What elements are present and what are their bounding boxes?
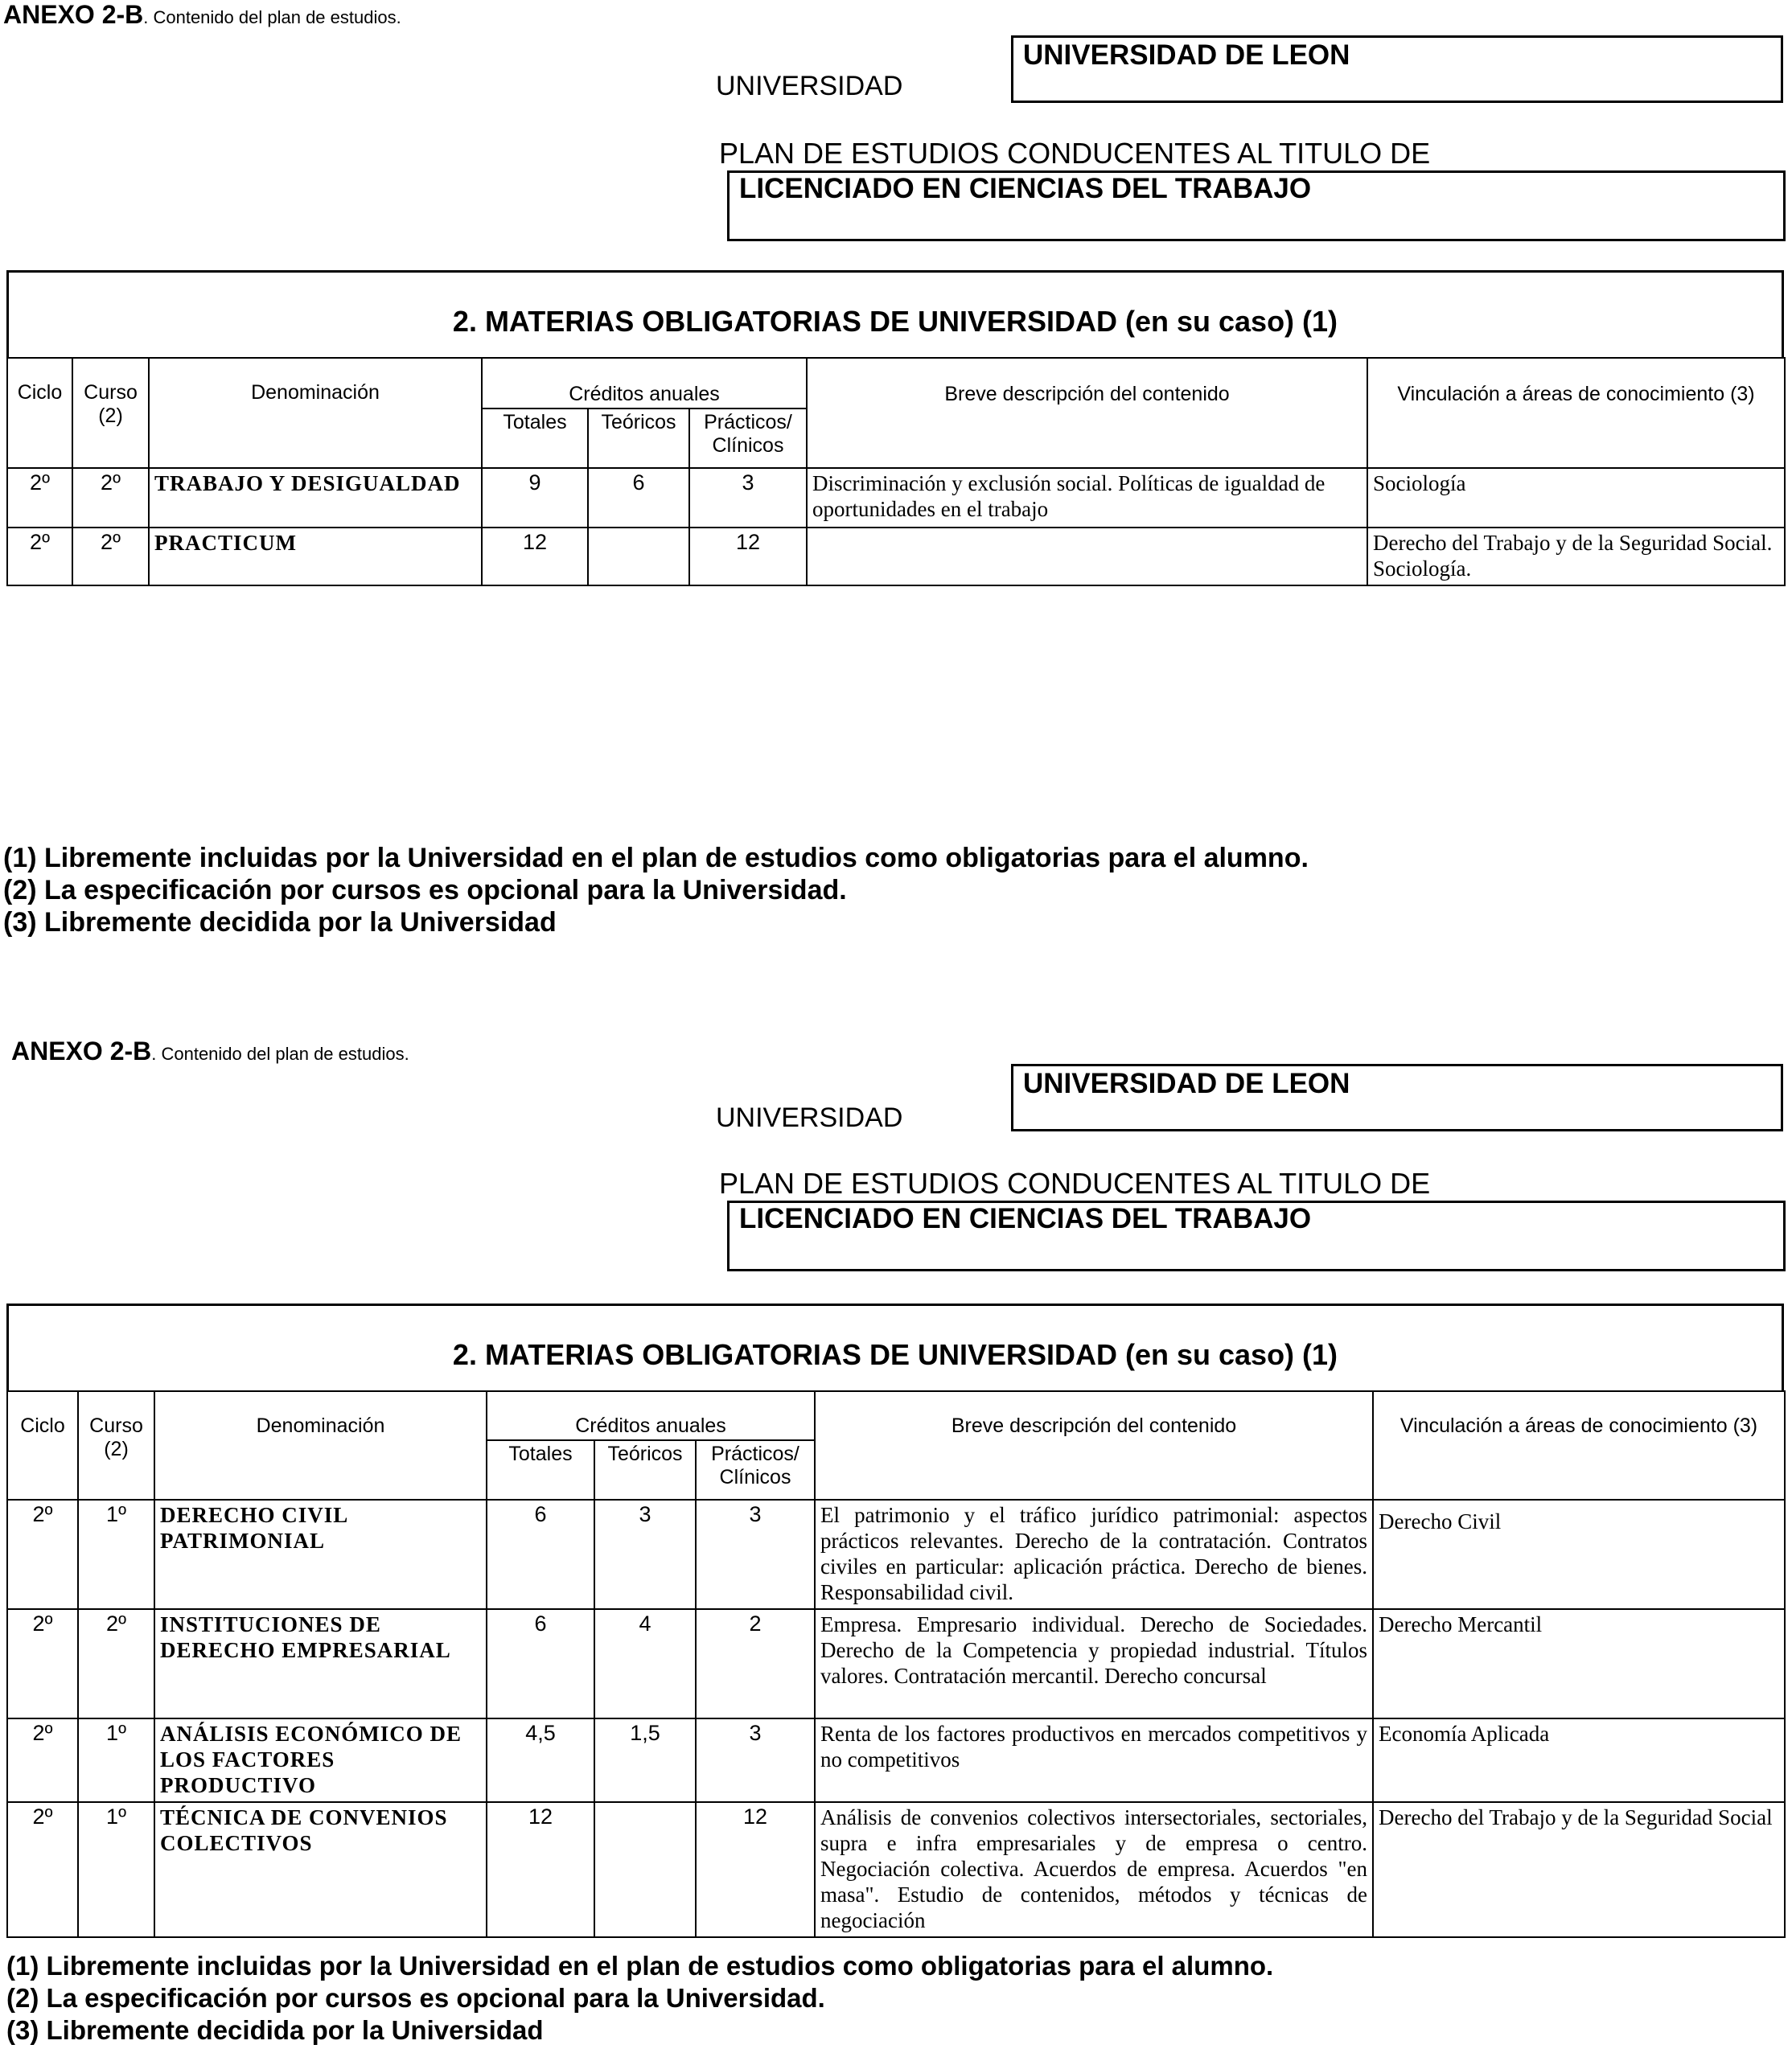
cell-vinculacion: Derecho del Trabajo y de la Seguridad Social xyxy=(1373,1802,1785,1937)
cell-descripcion: Discriminación y exclusión social. Políticas de igualdad de oportunidades en el trabajo xyxy=(807,468,1367,528)
cell-vinculacion: Derecho del Trabajo y de la Seguridad Social. Sociología. xyxy=(1367,528,1785,585)
cell-teoricos xyxy=(588,528,689,585)
cell-denominacion: PRACTICUM xyxy=(149,528,482,585)
anexo-subtitle: . Contenido del plan de estudios. xyxy=(151,1044,409,1064)
plan-label: PLAN DE ESTUDIOS CONDUCENTES AL TITULO DE xyxy=(719,1167,1431,1200)
cell-vinculacion: Sociología xyxy=(1367,468,1785,528)
cell-totales: 6 xyxy=(487,1500,594,1609)
cell-denominacion: TÉCNICA DE CONVENIOS COLECTIVOS xyxy=(154,1802,487,1937)
materias-table xyxy=(6,1390,1786,1938)
footnote-2: (2) La especificación por cursos es opcional para la Universidad. xyxy=(6,1983,825,2013)
header-curso-label: Curso xyxy=(84,381,138,404)
header-totales: Totales xyxy=(487,1440,594,1500)
plan-label: PLAN DE ESTUDIOS CONDUCENTES AL TITULO DE xyxy=(719,137,1431,170)
cell-ciclo: 2º xyxy=(7,528,72,585)
table-row xyxy=(7,1718,1785,1802)
header-descripcion: Breve descripción del contenido xyxy=(807,358,1367,468)
anexo-label: ANEXO 2-B xyxy=(3,0,144,29)
cell-denominacion: DERECHO CIVIL PATRIMONIAL xyxy=(154,1500,487,1609)
header-totales: Totales xyxy=(482,409,588,468)
footnote-2: (2) La especificación por cursos es opcional para la Universidad. xyxy=(3,875,847,905)
cell-descripcion: Renta de los factores productivos en mercados competitivos y no competitivos xyxy=(815,1718,1373,1802)
cell-teoricos: 6 xyxy=(588,468,689,528)
universidad-field: UNIVERSIDAD DE LEON xyxy=(1011,35,1783,103)
header-vinculacion: Vinculación a áreas de conocimiento (3) xyxy=(1367,358,1785,468)
section-title: 2. MATERIAS OBLIGATORIAS DE UNIVERSIDAD (en su caso) (1) xyxy=(452,1338,1338,1371)
cell-vinculacion: Economía Aplicada xyxy=(1373,1718,1785,1802)
cell-curso: 1º xyxy=(78,1802,154,1937)
header-creditos: Créditos anuales xyxy=(482,358,807,409)
cell-ciclo: 2º xyxy=(7,1718,78,1802)
header-denominacion: Denominación xyxy=(149,358,482,468)
cell-curso: 2º xyxy=(72,528,149,585)
footnotes xyxy=(6,1950,1273,2047)
cell-practicos: 3 xyxy=(689,468,807,528)
table-header-row xyxy=(7,1391,1785,1440)
section-header xyxy=(6,1304,1784,1390)
cell-teoricos xyxy=(594,1802,696,1937)
footnote-1: (1) Libremente incluidas por la Universidad en el plan de estudios como obligatorias para el alumno. xyxy=(3,843,1309,873)
footnote-3: (3) Libremente decidida por la Universidad xyxy=(6,2015,544,2045)
materias-table xyxy=(6,357,1786,586)
cell-teoricos: 3 xyxy=(594,1500,696,1609)
header-teoricos: Teóricos xyxy=(594,1440,696,1500)
header-denominacion: Denominación xyxy=(154,1391,487,1500)
table-row xyxy=(7,1802,1785,1937)
cell-practicos: 3 xyxy=(696,1718,815,1802)
header-teoricos: Teóricos xyxy=(588,409,689,468)
cell-totales: 6 xyxy=(487,1609,594,1718)
cell-curso: 1º xyxy=(78,1500,154,1609)
table-header-row xyxy=(7,358,1785,409)
cell-practicos: 2 xyxy=(696,1609,815,1718)
cell-descripcion: Empresa. Empresario individual. Derecho de Sociedades. Derecho de la Competencia y propiedad industrial. Títulos valores. Contratación mercantil. Derecho concursal xyxy=(815,1609,1373,1718)
cell-totales: 9 xyxy=(482,468,588,528)
header-practicos: Prácticos/ Clínicos xyxy=(689,409,807,468)
anexo-label: ANEXO 2-B xyxy=(11,1037,152,1065)
cell-descripcion xyxy=(807,528,1367,585)
header-curso xyxy=(72,358,149,468)
table-row xyxy=(7,1609,1785,1718)
cell-denominacion: ANÁLISIS ECONÓMICO DE LOS FACTORES PRODUCTIVO xyxy=(154,1718,487,1802)
footnote-3: (3) Libremente decidida por la Universidad xyxy=(3,907,557,938)
cell-teoricos: 1,5 xyxy=(594,1718,696,1802)
cell-totales: 4,5 xyxy=(487,1718,594,1802)
cell-teoricos: 4 xyxy=(594,1609,696,1718)
form-page-1 xyxy=(0,0,1792,1025)
anexo-heading xyxy=(11,1037,409,1066)
table-row xyxy=(7,528,1785,585)
cell-curso: 2º xyxy=(72,468,149,528)
header-ciclo: Ciclo xyxy=(7,1391,78,1500)
cell-ciclo: 2º xyxy=(7,1609,78,1718)
universidad-label: UNIVERSIDAD xyxy=(716,1102,903,1133)
header-curso xyxy=(78,1391,154,1500)
header-ciclo: Ciclo xyxy=(7,358,72,468)
cell-ciclo: 2º xyxy=(7,468,72,528)
anexo-subtitle: . Contenido del plan de estudios. xyxy=(143,7,401,27)
titulo-field: LICENCIADO EN CIENCIAS DEL TRABAJO xyxy=(727,1201,1786,1271)
cell-ciclo: 2º xyxy=(7,1500,78,1609)
header-practicos: Prácticos/ Clínicos xyxy=(696,1440,815,1500)
header-creditos: Créditos anuales xyxy=(487,1391,815,1440)
footnotes xyxy=(3,842,1309,938)
footnote-1: (1) Libremente incluidas por la Universidad en el plan de estudios como obligatorias para el alumno. xyxy=(6,1951,1274,1981)
header-curso-label: Curso xyxy=(89,1414,143,1437)
cell-practicos: 12 xyxy=(696,1802,815,1937)
section-title: 2. MATERIAS OBLIGATORIAS DE UNIVERSIDAD (en su caso) (1) xyxy=(452,305,1338,338)
cell-vinculacion: Derecho Civil xyxy=(1373,1500,1785,1609)
header-vinculacion: Vinculación a áreas de conocimiento (3) xyxy=(1373,1391,1785,1500)
cell-practicos: 12 xyxy=(689,528,807,585)
cell-descripcion: El patrimonio y el tráfico jurídico patrimonial: aspectos prácticos relevantes. Derecho de la contratación. Contratos civiles en particular: aplicación práctica. Derecho de bienes. Responsabilidad civil. xyxy=(815,1500,1373,1609)
header-curso-note: (2) xyxy=(98,404,123,427)
cell-curso: 1º xyxy=(78,1718,154,1802)
anexo-heading xyxy=(3,0,401,30)
universidad-label: UNIVERSIDAD xyxy=(716,71,903,101)
cell-ciclo: 2º xyxy=(7,1802,78,1937)
cell-vinculacion: Derecho Mercantil xyxy=(1373,1609,1785,1718)
cell-totales: 12 xyxy=(487,1802,594,1937)
table-row xyxy=(7,1500,1785,1609)
header-curso-note: (2) xyxy=(104,1438,129,1460)
cell-practicos: 3 xyxy=(696,1500,815,1609)
table-row xyxy=(7,468,1785,528)
cell-totales: 12 xyxy=(482,528,588,585)
header-descripcion: Breve descripción del contenido xyxy=(815,1391,1373,1500)
section-header xyxy=(6,270,1784,357)
titulo-field: LICENCIADO EN CIENCIAS DEL TRABAJO xyxy=(727,170,1786,241)
cell-denominacion: INSTITUCIONES DE DERECHO EMPRESARIAL xyxy=(154,1609,487,1718)
form-page-2 xyxy=(0,1032,1792,2057)
cell-descripcion: Análisis de convenios colectivos intersectoriales, sectoriales, supra e infra empresariales y de empresa o centro. Negociación colectiva. Acuerdos de empresa. Acuerdos "en masa". Estudio de contenidos, métodos y técnicas de negociación xyxy=(815,1802,1373,1937)
cell-curso: 2º xyxy=(78,1609,154,1718)
universidad-field: UNIVERSIDAD DE LEON xyxy=(1011,1064,1783,1131)
cell-denominacion: TRABAJO Y DESIGUALDAD xyxy=(149,468,482,528)
